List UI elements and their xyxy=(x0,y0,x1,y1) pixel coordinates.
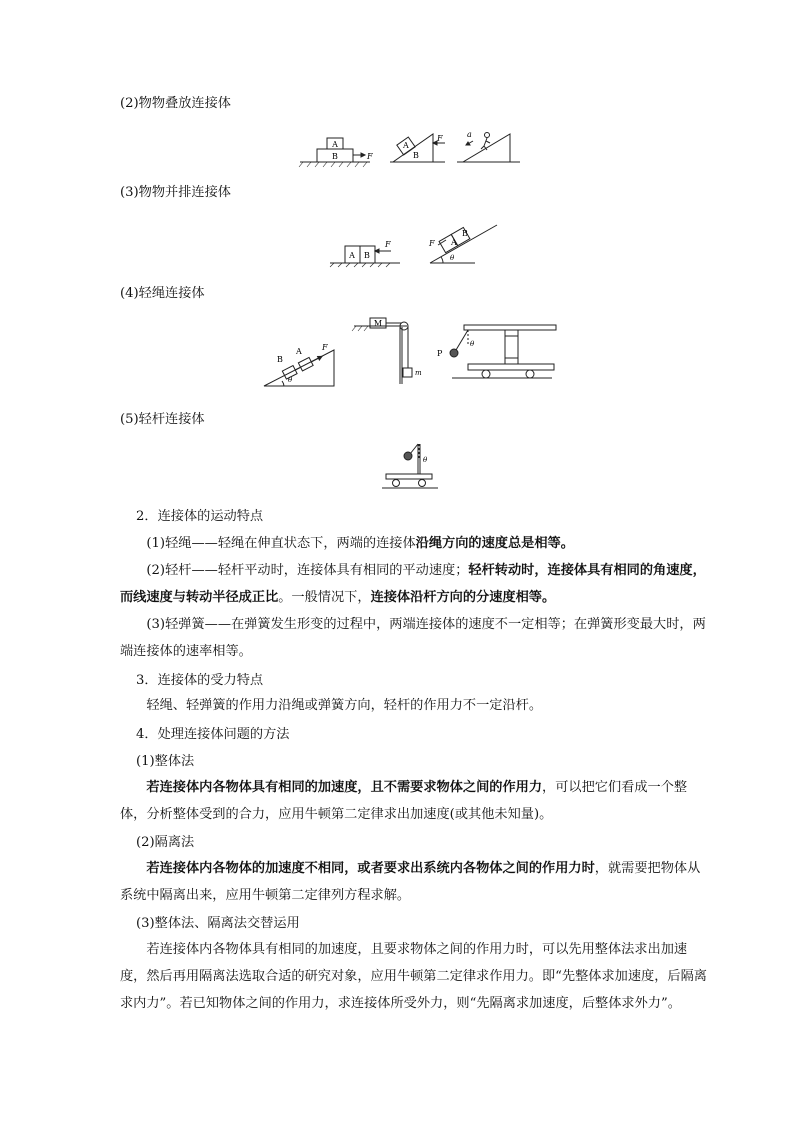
label-F: F xyxy=(367,152,373,161)
label-m: m xyxy=(415,369,422,377)
paragraph-spring: (3)轻弹簧——在弹簧发生形变的过程中，两端连接体的速度不一定相等；在弹簧形变最大时，两端连接体的速率相等。 xyxy=(120,617,706,659)
paragraph-isolation-method: 若连接体内各物体的加速度不相同，或者要求出系统内各物体之间的作用力时，就需要把物体从系统中隔离出来，应用牛顿第二定律列方程求解。 xyxy=(120,861,701,903)
label-theta: θ xyxy=(470,340,475,348)
section-title-rope: (4)轻绳连接体 xyxy=(120,286,205,301)
section-title-side-by-side: (3)物物并排连接体 xyxy=(120,185,231,200)
figure-stacked-bodies xyxy=(295,128,530,170)
figure-side-by-side-bodies xyxy=(325,190,505,270)
paragraph-rope: (1)轻绳——轻绳在伸直状态下，两端的连接体沿绳方向的速度总是相等。 xyxy=(146,536,574,551)
label-P: P xyxy=(437,349,443,358)
label-F: F xyxy=(385,240,391,249)
heading-methods: 4．处理连接体问题的方法 xyxy=(136,727,290,742)
label-theta: θ xyxy=(288,376,293,384)
paragraph-rod: (2)轻杆——轻杆平动时，连接体具有相同的平动速度；轻杆转动时，连接体具有相同的角速度，而线速度与转动半径成正比。一般情况下，连接体沿杆方向的分速度相等。 xyxy=(120,563,706,605)
figure-rope-bodies xyxy=(262,312,562,392)
label-F: F xyxy=(437,134,443,143)
label-B: B xyxy=(413,151,419,160)
method-combined-title: (3)整体法、隔离法交替运用 xyxy=(136,916,300,931)
label-a: a xyxy=(467,130,472,139)
paragraph-whole-method: 若连接体内各物体具有相同的加速度，且不需要求物体之间的作用力，可以把它们看成一个整体，分析整体受到的合力，应用牛顿第二定律求出加速度(或其他未知量)。 xyxy=(120,780,688,822)
label-theta: θ xyxy=(450,254,455,262)
section-title-stacked: (2)物物叠放连接体 xyxy=(120,96,231,111)
method-whole-title: (1)整体法 xyxy=(136,754,195,769)
paragraph-force: 轻绳、轻弹簧的作用力沿绳或弹簧方向，轻杆的作用力不一定沿杆。 xyxy=(146,698,543,713)
label-A: A xyxy=(451,238,457,247)
label-B: B xyxy=(462,229,468,238)
label-F: F xyxy=(429,239,435,248)
label-theta: θ xyxy=(423,456,428,464)
label-B: B xyxy=(277,355,283,364)
figure-rod-cart xyxy=(380,438,440,493)
label-A: A xyxy=(332,140,338,149)
label-B: B xyxy=(364,251,370,260)
heading-motion-features: 2．连接体的运动特点 xyxy=(136,509,264,524)
label-F: F xyxy=(322,343,328,352)
label-A: A xyxy=(349,251,355,260)
label-M: M xyxy=(373,319,383,328)
label-A: A xyxy=(403,141,409,150)
label-A: A xyxy=(296,347,302,356)
section-title-rod: (5)轻杆连接体 xyxy=(120,412,205,427)
label-B: B xyxy=(332,152,338,161)
method-isolation-title: (2)隔离法 xyxy=(136,835,195,850)
heading-force-features: 3．连接体的受力特点 xyxy=(136,673,264,688)
paragraph-combined-method: 若连接体内各物体具有相同的加速度，且要求物体之间的作用力时，可以先用整体法求出加速度，然后再用隔离法选取合适的研究对象，应用牛顿第二定律求作用力。即“先整体求加速度，后隔离求内力”。若已知物体之间的作用力，求连接体所受外力，则“先隔离求加速度，后整体求外力”。 xyxy=(120,942,707,1011)
